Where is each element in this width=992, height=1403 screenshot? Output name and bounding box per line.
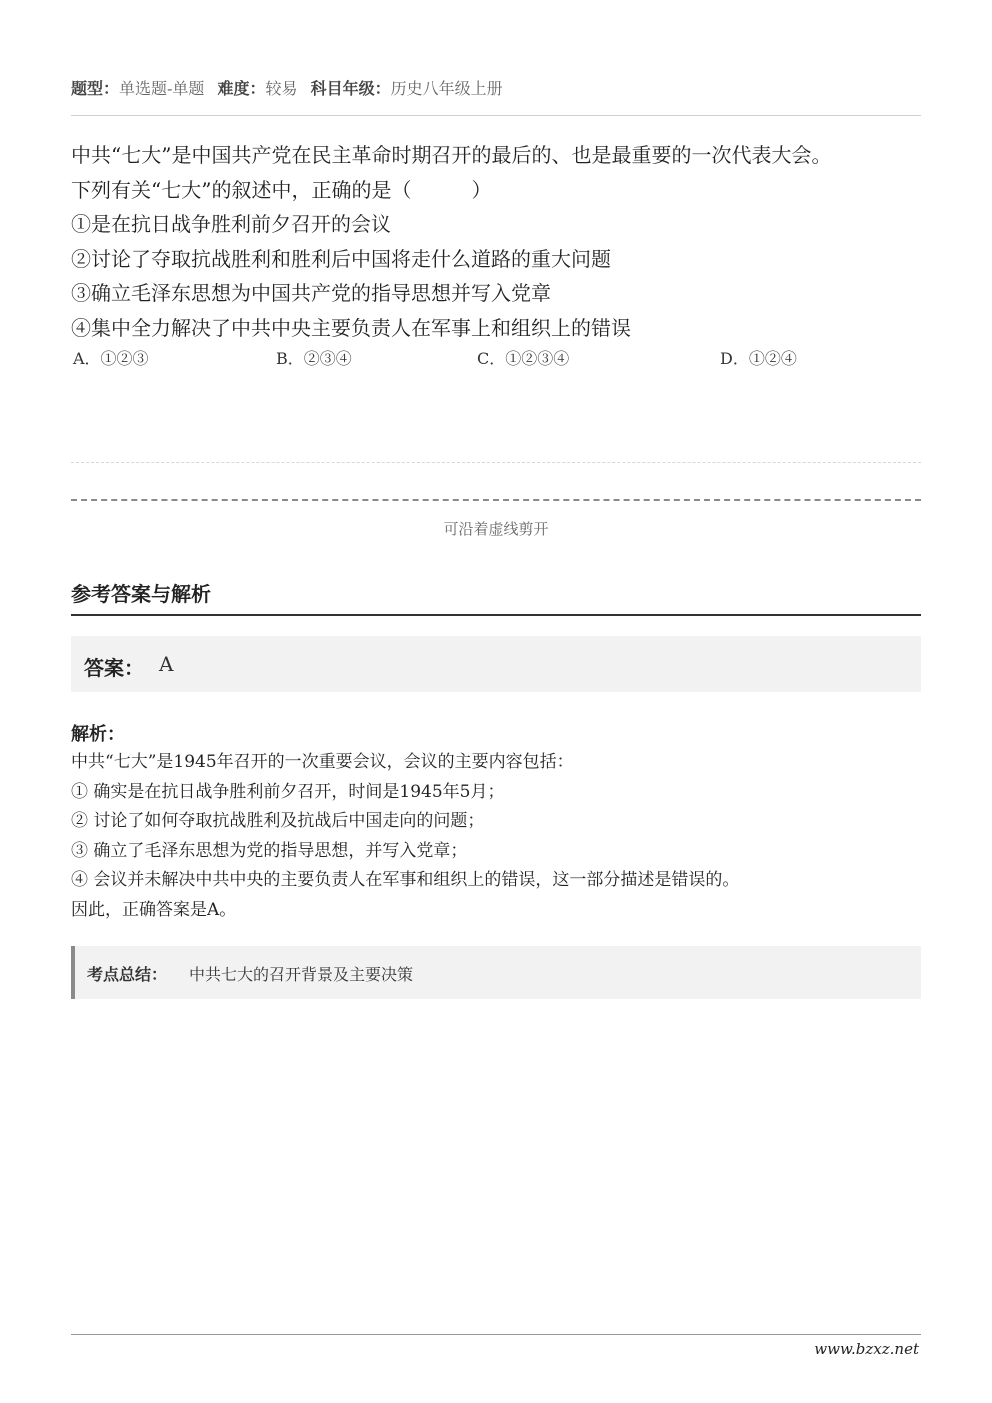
footer-site-link[interactable]: www.bzxz.net (814, 1340, 919, 1358)
question-meta (71, 78, 921, 100)
analysis-line: ④ 会议并未解决中共中央的主要负责人在军事和组织上的错误，这一部分描述是错误的。 (71, 870, 740, 890)
question-stem-line: 下列有关“七大”的叙述中，正确的是（ ） (71, 177, 492, 202)
question-body (71, 138, 931, 345)
answer-options (73, 346, 923, 372)
answer-box (71, 636, 921, 692)
option-d[interactable]: D．①②④ (720, 349, 797, 368)
section-divider (71, 614, 921, 616)
subject-value: 历史八年级上册 (390, 79, 503, 98)
answer-value: A (159, 652, 174, 676)
subject-label: 科目年级： (310, 79, 391, 98)
option-a[interactable]: A．①②③ (73, 349, 149, 368)
analysis-line: ① 确实是在抗日战争胜利前夕召开，时间是1945年5月； (71, 781, 505, 802)
question-stem-line: 中共“七大”是中国共产党在民主革命时期召开的最后的、也是最重要的一次代表大会。 (71, 143, 832, 167)
analysis-line: ② 讨论了如何夺取抗战胜利及抗战后中国走向的问题； (71, 811, 485, 831)
cut-note: 可沿着虚线剪开 (443, 520, 549, 538)
light-dashed-line (71, 462, 921, 463)
difficulty-value: 较易 (265, 79, 298, 98)
analysis-line: 中共“七大”是1945年召开的一次重要会议，会议的主要内容包括： (71, 752, 574, 772)
key-point-label: 考点总结： (87, 965, 168, 984)
analysis-line: 因此，正确答案是A。 (71, 899, 237, 920)
analysis-label: 解析： (71, 724, 125, 745)
option-c[interactable]: C．①②③④ (477, 349, 570, 368)
statement-4: ④集中全力解决了中共中央主要负责人在军事上和组织上的错误 (71, 315, 631, 340)
statement-3: ③确立毛泽东思想为中国共产党的指导思想并写入党章 (71, 281, 551, 305)
option-b[interactable]: B．②③④ (276, 349, 352, 368)
key-point-box (71, 946, 921, 999)
statement-1: ①是在抗日战争胜利前夕召开的会议 (71, 212, 391, 236)
footer-divider (71, 1334, 921, 1335)
difficulty-label: 难度： (217, 79, 266, 98)
key-point-accent-bar (71, 946, 75, 999)
key-point-value: 中共七大的召开背景及主要决策 (189, 965, 414, 984)
analysis-line: ③ 确立了毛泽东思想为党的指导思想，并写入党章； (71, 840, 468, 861)
type-value: 单选题-单题 (119, 79, 205, 98)
answer-section-title: 参考答案与解析 (71, 582, 211, 606)
cut-dashed-line (71, 499, 921, 501)
statement-2: ②讨论了夺取抗战胜利和胜利后中国将走什么道路的重大问题 (71, 246, 611, 271)
answer-label: 答案： (84, 656, 144, 680)
analysis-body (71, 748, 931, 925)
header-divider (71, 115, 921, 116)
type-label: 题型： (71, 79, 120, 98)
